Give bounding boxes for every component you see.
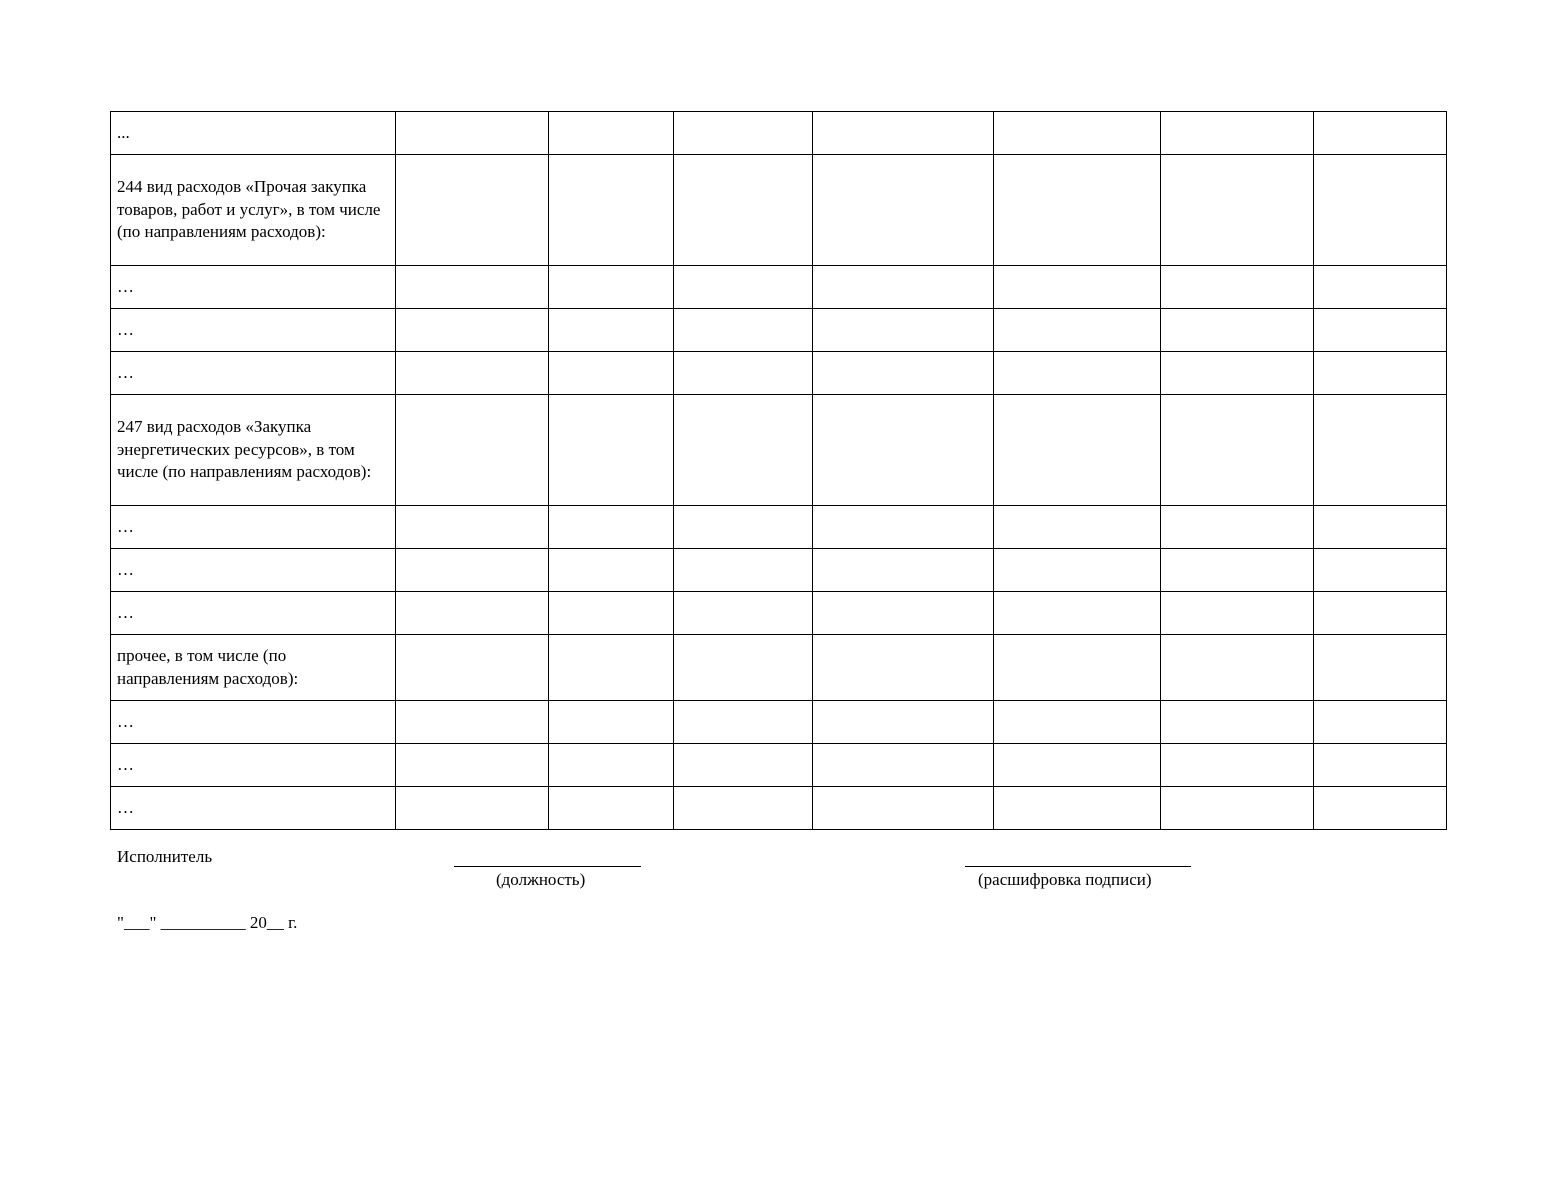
empty-value-cell — [994, 592, 1161, 635]
empty-value-cell — [1161, 592, 1314, 635]
empty-value-cell — [1161, 309, 1314, 352]
table-row — [111, 635, 1447, 701]
empty-value-cell — [549, 787, 674, 830]
empty-value-cell — [396, 112, 549, 155]
empty-value-cell — [1314, 701, 1447, 744]
empty-value-cell — [549, 352, 674, 395]
empty-value-cell — [396, 395, 549, 506]
empty-value-cell — [813, 506, 994, 549]
empty-value-cell — [813, 155, 994, 266]
empty-value-cell — [813, 266, 994, 309]
empty-value-cell — [813, 592, 994, 635]
empty-value-cell — [1161, 787, 1314, 830]
row-label-cell: … — [111, 309, 396, 352]
executor-label: Исполнитель — [117, 847, 213, 866]
empty-value-cell — [1161, 506, 1314, 549]
empty-value-cell — [994, 744, 1161, 787]
empty-value-cell — [994, 155, 1161, 266]
empty-value-cell — [1314, 112, 1447, 155]
row-label-cell: … — [111, 506, 396, 549]
empty-value-cell — [1314, 352, 1447, 395]
empty-value-cell — [994, 352, 1161, 395]
empty-value-cell — [396, 266, 549, 309]
empty-value-cell — [994, 309, 1161, 352]
row-label-cell: 244 вид расходов «Прочая закупка товаров, работ и услуг», в том числе (по направлениям расходов): — [111, 155, 396, 266]
empty-value-cell — [674, 592, 813, 635]
date-line: "___" __________ 20__ г. — [117, 913, 298, 932]
empty-value-cell — [1314, 787, 1447, 830]
empty-value-cell — [1314, 744, 1447, 787]
form-table — [110, 111, 1447, 830]
empty-value-cell — [549, 744, 674, 787]
table-row — [111, 506, 1447, 549]
row-label-cell: … — [111, 352, 396, 395]
empty-value-cell — [1161, 395, 1314, 506]
table-row — [111, 701, 1447, 744]
empty-value-cell — [1314, 155, 1447, 266]
empty-value-cell — [1161, 266, 1314, 309]
empty-value-cell — [549, 112, 674, 155]
empty-value-cell — [1161, 635, 1314, 701]
empty-value-cell — [1161, 549, 1314, 592]
empty-value-cell — [813, 112, 994, 155]
empty-value-cell — [396, 787, 549, 830]
table-row — [111, 395, 1447, 506]
empty-value-cell — [396, 635, 549, 701]
empty-value-cell — [549, 395, 674, 506]
empty-value-cell — [994, 506, 1161, 549]
empty-value-cell — [1161, 155, 1314, 266]
empty-value-cell — [549, 155, 674, 266]
empty-value-cell — [1314, 395, 1447, 506]
empty-value-cell — [1314, 635, 1447, 701]
empty-value-cell — [549, 701, 674, 744]
empty-value-cell — [1314, 266, 1447, 309]
empty-value-cell — [813, 787, 994, 830]
row-label-cell: … — [111, 549, 396, 592]
row-label-cell: прочее, в том числе (по направлениям расходов): — [111, 635, 396, 701]
empty-value-cell — [674, 352, 813, 395]
empty-value-cell — [674, 549, 813, 592]
empty-value-cell — [549, 635, 674, 701]
table-row — [111, 155, 1447, 266]
empty-value-cell — [674, 701, 813, 744]
row-label-cell: ... — [111, 112, 396, 155]
empty-value-cell — [994, 395, 1161, 506]
empty-value-cell — [1314, 549, 1447, 592]
empty-value-cell — [396, 744, 549, 787]
table-row — [111, 266, 1447, 309]
table-row — [111, 112, 1447, 155]
signature-decoding-line — [965, 866, 1191, 867]
empty-value-cell — [994, 787, 1161, 830]
empty-value-cell — [549, 549, 674, 592]
empty-value-cell — [994, 266, 1161, 309]
empty-value-cell — [1314, 309, 1447, 352]
empty-value-cell — [674, 309, 813, 352]
empty-value-cell — [396, 309, 549, 352]
empty-value-cell — [549, 592, 674, 635]
empty-value-cell — [813, 352, 994, 395]
empty-value-cell — [1314, 592, 1447, 635]
table-row — [111, 549, 1447, 592]
empty-value-cell — [674, 635, 813, 701]
table-row — [111, 309, 1447, 352]
empty-value-cell — [674, 266, 813, 309]
empty-value-cell — [396, 592, 549, 635]
position-signature-line — [454, 866, 641, 867]
empty-value-cell — [674, 395, 813, 506]
empty-value-cell — [396, 701, 549, 744]
empty-value-cell — [674, 112, 813, 155]
empty-value-cell — [994, 112, 1161, 155]
position-caption: (должность) — [496, 870, 586, 889]
row-label-cell: 247 вид расходов «Закупка энергетических ресурсов», в том числе (по направлениям расходов): — [111, 395, 396, 506]
table-row — [111, 787, 1447, 830]
row-label-cell: … — [111, 266, 396, 309]
empty-value-cell — [813, 395, 994, 506]
empty-value-cell — [813, 309, 994, 352]
row-label-cell: … — [111, 787, 396, 830]
table-row — [111, 592, 1447, 635]
empty-value-cell — [1161, 112, 1314, 155]
signature-caption: (расшифровка подписи) — [978, 870, 1152, 889]
empty-value-cell — [674, 744, 813, 787]
empty-value-cell — [1314, 506, 1447, 549]
empty-value-cell — [813, 701, 994, 744]
empty-value-cell — [813, 635, 994, 701]
empty-value-cell — [674, 787, 813, 830]
empty-value-cell — [674, 155, 813, 266]
table-row — [111, 744, 1447, 787]
empty-value-cell — [813, 744, 994, 787]
empty-value-cell — [1161, 352, 1314, 395]
empty-value-cell — [549, 506, 674, 549]
row-label-cell: … — [111, 701, 396, 744]
empty-value-cell — [396, 352, 549, 395]
empty-value-cell — [994, 549, 1161, 592]
empty-value-cell — [1161, 744, 1314, 787]
table-row — [111, 352, 1447, 395]
empty-value-cell — [994, 701, 1161, 744]
empty-value-cell — [396, 155, 549, 266]
empty-value-cell — [549, 266, 674, 309]
row-label-cell: … — [111, 744, 396, 787]
empty-value-cell — [1161, 701, 1314, 744]
row-label-cell: … — [111, 592, 396, 635]
empty-value-cell — [396, 549, 549, 592]
empty-value-cell — [396, 506, 549, 549]
empty-value-cell — [994, 635, 1161, 701]
empty-value-cell — [549, 309, 674, 352]
empty-value-cell — [813, 549, 994, 592]
empty-value-cell — [674, 506, 813, 549]
